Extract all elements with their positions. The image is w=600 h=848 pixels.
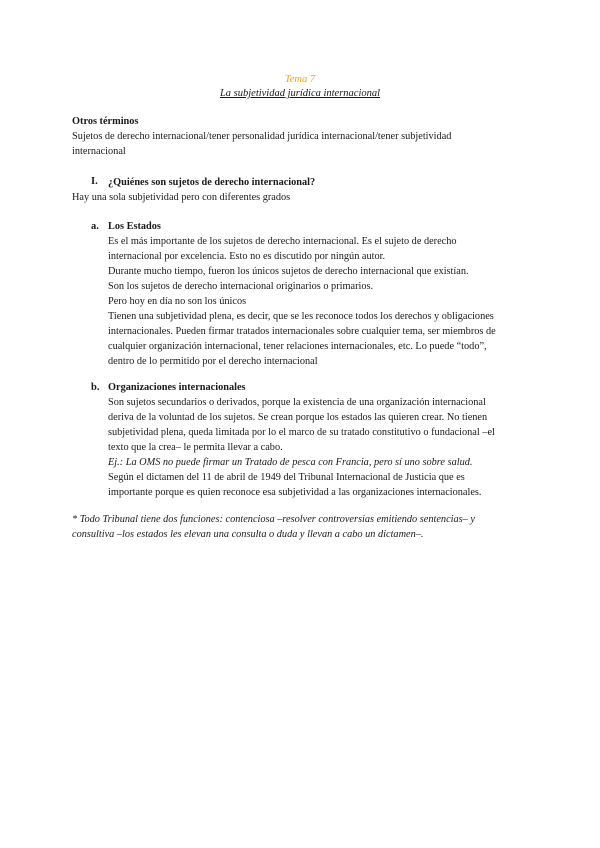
otros-heading: Otros términos (72, 116, 139, 127)
otros-line: internacional (72, 146, 126, 157)
note-line: * Todo Tribunal tiene dos funciones: contenciosa –resolver controversias emitiendo sentencias– y (72, 514, 475, 525)
document-subtitle: La subjetividad jurídica internacional (219, 88, 381, 99)
organizaciones-heading: Organizaciones internacionales (108, 382, 246, 393)
estados-line: internacionales. Pueden firmar tratados internacionales sobre cualquier tema, ser miembros de (108, 326, 496, 337)
section-number: I. (91, 176, 98, 187)
estados-line: Es el más importante de los sujetos de derecho internacional. Es el sujeto de derecho (108, 236, 457, 247)
estados-line: Son los sujetos de derecho internacional originarios o primarios. (108, 281, 374, 292)
note-line: consultiva –los estados les elevan una consulta o duda y llevan a cabo un dictamen–. (72, 529, 424, 540)
estados-block (108, 219, 496, 369)
organizaciones-block (108, 380, 495, 500)
estados-heading: Los Estados (108, 221, 161, 232)
organizaciones-line: texto que la crea– le permita llevar a cabo. (108, 442, 283, 453)
estados-line: dentro de lo permitido por el derecho internacional (108, 356, 318, 367)
organizaciones-line: importante porque es quien reconoce esa subjetividad a las organizaciones internacionales. (108, 487, 482, 498)
estados-line: cualquier organización internacional, tener relaciones internacionales, etc. Lo puede “todo”, (108, 341, 487, 352)
tribunal-note (72, 512, 475, 542)
subsection-letter: b. (91, 382, 100, 393)
organizaciones-line: deriva de la voluntad de los sujetos. Se crean porque los estados las quieren crear. No tienen (108, 412, 488, 423)
organizaciones-line: Según el dictamen del 11 de abril de 1949 del Tribunal Internacional de Justicia que es (108, 472, 465, 483)
subsection-letter: a. (91, 221, 99, 232)
organizaciones-line: subjetividad plena, queda limitada por lo el marco de su tratado constitutivo o fundacional –el (108, 427, 495, 438)
estados-line: internacional por excelencia. Esto no es discutido por ningún autor. (108, 251, 386, 262)
section-intro: Hay una sola subjetividad pero con diferentes grados (72, 192, 291, 203)
estados-line: Tienen una subjetividad plena, es decir, que se les reconoce todos los derechos y obligaciones (108, 311, 494, 322)
tema-title: Tema 7 (284, 74, 316, 85)
otros-terminos-block (72, 114, 451, 159)
organizaciones-line: Son sujetos secundarios o derivados, porque la existencia de una organización internacional (108, 397, 486, 408)
otros-line: Sujetos de derecho internacional/tener personalidad jurídica internacional/tener subjetividad (72, 131, 452, 142)
estados-line: Pero hoy en día no son los únicos (108, 296, 247, 307)
section-heading: ¿Quiénes son sujetos de derecho internacional? (108, 177, 316, 188)
example-line: Ej.: La OMS no puede firmar un Tratado de pesca con Francia, pero sí uno sobre salud. (108, 457, 473, 468)
estados-line: Durante mucho tiempo, fueron los únicos sujetos de derecho internacional que existían. (108, 266, 469, 277)
